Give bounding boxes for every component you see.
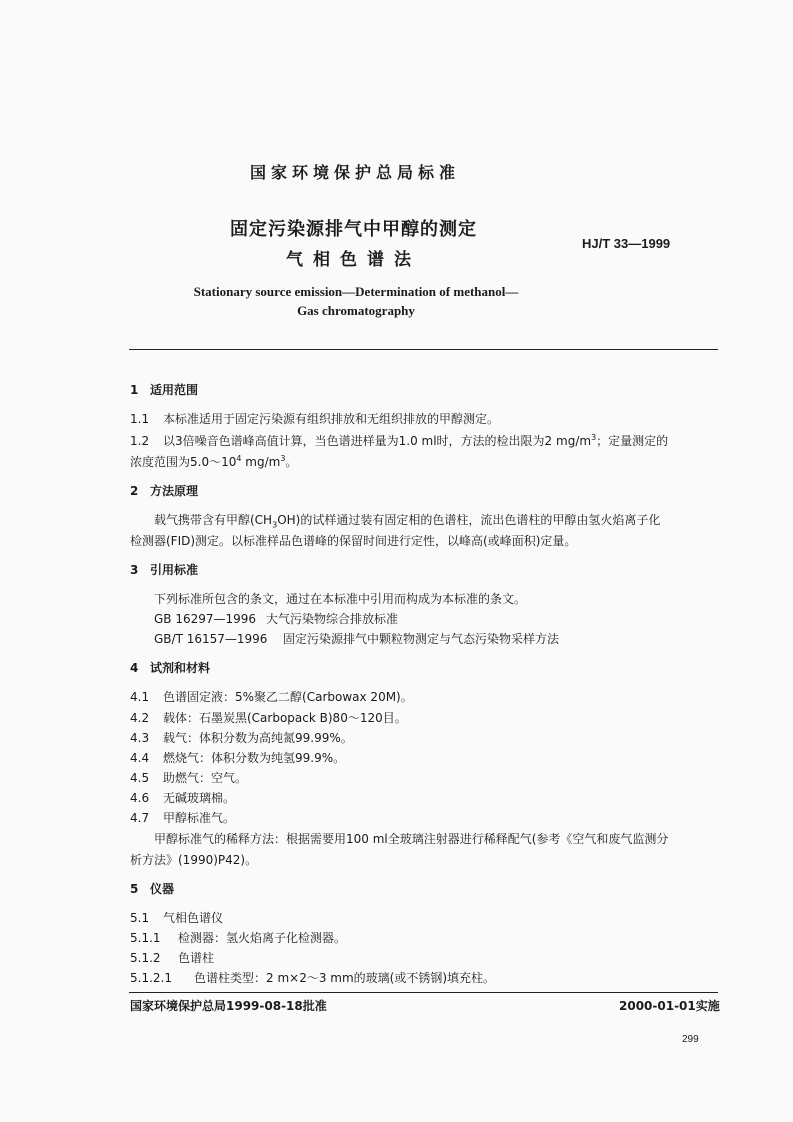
clause-text: 气相色谱仪 xyxy=(163,911,224,925)
reference-code: GB/T 16157—1996 xyxy=(154,632,268,646)
clause-number: 4.4 xyxy=(130,751,150,765)
clause-4-1 xyxy=(130,688,413,705)
clause-text: ；定量测定的 xyxy=(596,434,669,448)
approval-date: 国家环境保护总局1999-08-18批准 xyxy=(130,999,327,1013)
section-5-heading xyxy=(130,880,174,897)
clause-number: 1.2 xyxy=(130,434,150,448)
clause-5-1-2 xyxy=(130,949,214,966)
clause-number: 5.1.1 xyxy=(130,931,161,945)
section-2-paragraph xyxy=(154,511,660,528)
paragraph-text: 载气携带含有甲醇(CH xyxy=(154,513,273,527)
reference-code: GB 16297—1996 xyxy=(154,612,257,626)
clause-4-5 xyxy=(130,769,247,786)
page-number: 299 xyxy=(682,1034,699,1045)
clause-text: 本标准适用于固定污染源有组织排放和无组织排放的甲醇测定。 xyxy=(163,412,500,426)
clause-1-2-continued xyxy=(130,453,297,470)
clause-text: 色谱固定液：5%聚乙二醇(Carbowax 20M)。 xyxy=(163,690,413,704)
clause-4-2 xyxy=(130,709,407,726)
section-1-heading xyxy=(130,381,198,398)
clause-text: 燃烧气：体积分数为纯氢99.9%。 xyxy=(163,751,346,765)
reference-standard xyxy=(154,630,559,647)
clause-text: 检测器：氢火焰离子化检测器。 xyxy=(178,931,347,945)
clause-1-2 xyxy=(130,432,668,449)
effective-date: 2000-01-01实施 xyxy=(619,999,720,1013)
clause-number: 5.1 xyxy=(130,911,150,925)
section-number: 1 xyxy=(130,383,139,397)
clause-number: 4.5 xyxy=(130,771,150,785)
clause-number: 5.1.2.1 xyxy=(130,971,172,985)
header-divider xyxy=(129,349,718,350)
section-3-heading xyxy=(130,561,198,578)
standard-number: HJ/T 33—1999 xyxy=(582,236,671,251)
clause-text: 浓度范围为5.0～10 xyxy=(130,455,237,469)
section-3-paragraph: 下列标准所包含的条文，通过在本标准中引用而构成为本标准的条文。 xyxy=(154,592,527,606)
superscript: 3 xyxy=(591,433,597,442)
subscript: 3 xyxy=(272,520,278,530)
clause-5-1-1 xyxy=(130,929,346,946)
section-title: 适用范围 xyxy=(150,383,199,397)
reference-name: 固定污染源排气中颗粒物测定与气态污染物采样方法 xyxy=(283,632,560,646)
clause-number: 4.7 xyxy=(130,811,150,825)
clause-text: 甲醇标准气。 xyxy=(163,811,236,825)
section-title: 引用标准 xyxy=(150,563,199,577)
section-number: 4 xyxy=(130,661,139,675)
clause-5-1 xyxy=(130,909,223,926)
clause-text: 色谱柱 xyxy=(178,951,215,965)
section-2-heading xyxy=(130,482,198,499)
section-title: 方法原理 xyxy=(150,484,199,498)
section-number: 2 xyxy=(130,484,139,498)
clause-text: 。 xyxy=(285,455,298,469)
clause-4-4 xyxy=(130,749,345,766)
clause-1-1 xyxy=(130,410,499,427)
clause-number: 1.1 xyxy=(130,412,150,426)
footer-divider xyxy=(129,992,718,993)
clause-4-6 xyxy=(130,789,235,806)
clause-number: 4.6 xyxy=(130,791,150,805)
reference-name: 大气污染物综合排放标准 xyxy=(266,612,399,626)
title-en-line2: Gas chromatography xyxy=(297,303,415,318)
section-title: 试剂和材料 xyxy=(150,661,211,675)
clause-text: 载体：石墨炭黑(Carbopack B)80～120目。 xyxy=(163,711,407,725)
section-2-paragraph-continued: 检测器(FID)测定。以标准样品色谱峰的保留时间进行定性，以峰高(或峰面积)定量。 xyxy=(130,534,577,548)
clause-5-1-2-1 xyxy=(130,969,495,986)
section-number: 5 xyxy=(130,882,139,896)
clause-4-7-paragraph-continued: 析方法》(1990)P42)。 xyxy=(130,853,258,867)
clause-text: 无碱玻璃棉。 xyxy=(163,791,236,805)
section-title: 仪器 xyxy=(150,882,175,896)
clause-number: 4.1 xyxy=(130,690,150,704)
reference-standard xyxy=(154,610,398,627)
clause-4-7 xyxy=(130,809,235,826)
issuing-authority: 国家环境保护总局标准 xyxy=(249,163,460,182)
clause-text: 以3倍噪音色谱峰高值计算，当色谱进样量为1.0 ml时，方法的检出限为2 mg/m xyxy=(163,434,592,448)
title-cn-line1: 固定污染源排气中甲醇的测定 xyxy=(230,219,477,240)
section-number: 3 xyxy=(130,563,139,577)
paragraph-text: OH)的试样通过装有固定相的色谱柱，流出色谱柱的甲醇由氢火焰离子化 xyxy=(277,513,661,527)
clause-number: 4.3 xyxy=(130,731,150,745)
clause-4-7-paragraph: 甲醇标准气的稀释方法：根据需要用100 ml全玻璃注射器进行稀释配气(参考《空气和废气监测分 xyxy=(154,832,669,846)
clause-4-3 xyxy=(130,729,353,746)
title-cn-line2: 气相色谱法 xyxy=(286,250,421,270)
clause-number: 4.2 xyxy=(130,711,150,725)
section-4-heading xyxy=(130,659,210,676)
clause-number: 5.1.2 xyxy=(130,951,161,965)
superscript: 4 xyxy=(236,454,242,463)
clause-text: 载气：体积分数为高纯氮99.99%。 xyxy=(163,731,353,745)
clause-text: 色谱柱类型：2 m×2～3 mm的玻璃(或不锈钢)填充柱。 xyxy=(194,971,496,985)
superscript: 3 xyxy=(280,454,286,463)
title-en-line1: Stationary source emission—Determination of methanol— xyxy=(193,284,519,299)
clause-text: 助燃气：空气。 xyxy=(163,771,248,785)
clause-text: mg/m xyxy=(241,455,281,469)
